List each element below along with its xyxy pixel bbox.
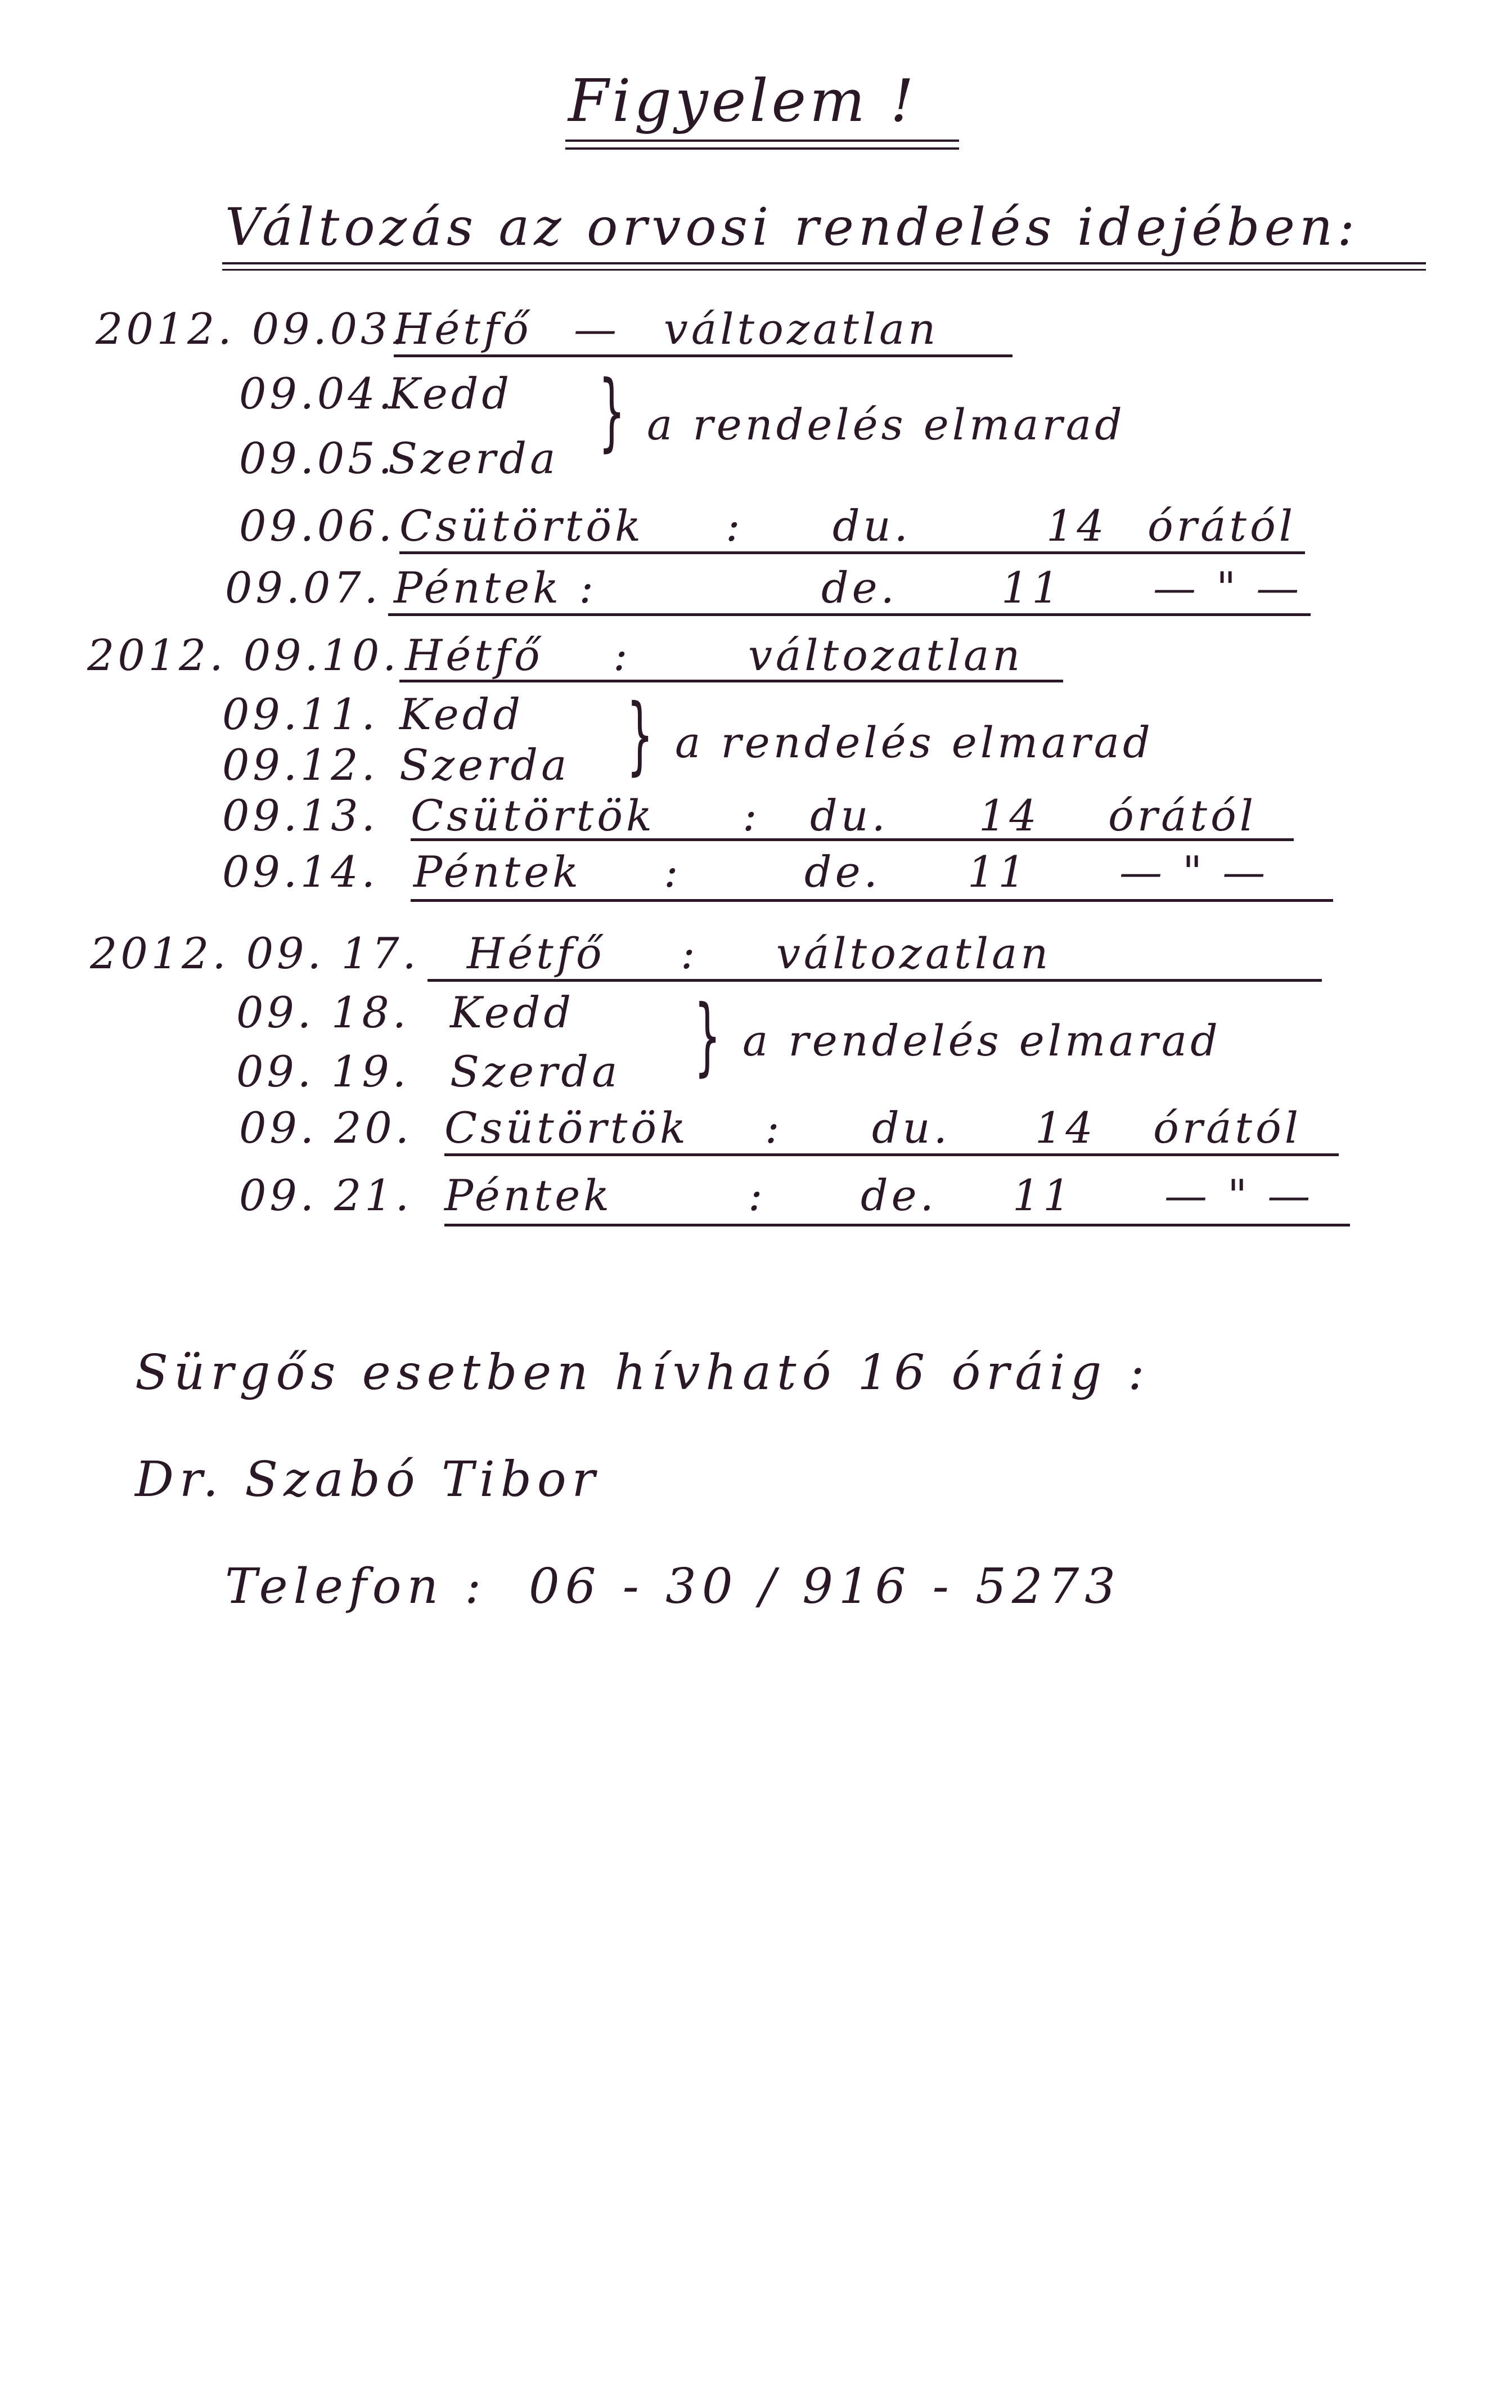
row-day: Szerda (388, 433, 559, 483)
row-date: 09.04. (239, 369, 395, 419)
page-title: Figyelem ! (568, 66, 917, 135)
row-sep: : (748, 1170, 766, 1220)
closing-brace: } (598, 363, 626, 461)
row-info: változatlan (776, 928, 1052, 978)
closing-brace: } (626, 686, 654, 784)
row-date: 2012. 09. 17. (90, 928, 420, 978)
row-info: de. (804, 847, 881, 897)
row-date: 2012. 09.10. (87, 630, 400, 680)
row-underline (394, 354, 1012, 357)
row-date: 09.12. (222, 740, 379, 790)
title-underline (565, 140, 959, 150)
row-hour: 11 (1001, 563, 1063, 613)
row-date: 09. 19. (236, 1046, 410, 1097)
row-suffix: — " — (1153, 563, 1303, 613)
row-date: 09.11. (222, 689, 379, 739)
row-date: 09. 18. (236, 987, 410, 1037)
row-hour: 14 (1035, 1103, 1096, 1153)
skipped-note: a rendelés elmarad (742, 1016, 1221, 1066)
row-day: Szerda (399, 740, 570, 790)
row-date: 09.14. (222, 847, 379, 897)
row-sep: : (664, 847, 682, 897)
row-underline (411, 899, 1333, 902)
row-day: Szerda (450, 1046, 621, 1097)
row-date: 09.13. (222, 790, 379, 841)
skipped-note: a rendelés elmarad (675, 717, 1154, 767)
row-day: Péntek (413, 847, 582, 897)
row-date: 09. 20. (239, 1103, 412, 1153)
row-day: Hétfő (405, 630, 543, 680)
row-sep: — (574, 304, 620, 354)
row-info: változatlan (664, 304, 939, 354)
row-day: Hétfő (467, 928, 605, 978)
row-sep: : (726, 501, 744, 551)
row-day: Hétfő (394, 304, 532, 354)
row-hour: 14 (1046, 501, 1108, 551)
row-info: de. (821, 563, 898, 613)
row-underline (399, 680, 1063, 682)
row-info: du. (832, 501, 911, 551)
row-date: 09.06. (239, 501, 395, 551)
row-suffix: órától (1108, 790, 1257, 841)
row-info: du. (810, 790, 889, 841)
urgent-note: Sürgős esetben hívható 16 óráig : (135, 1345, 1150, 1401)
row-day: Csütörtök (444, 1103, 690, 1153)
row-underline (444, 1153, 1339, 1156)
row-hour: 11 (968, 847, 1029, 897)
row-sep: : (613, 630, 631, 680)
row-underline (399, 551, 1305, 554)
row-day: Csütörtök (399, 501, 645, 551)
phone-label: Telefon : (225, 1558, 487, 1615)
row-day: Kedd (388, 369, 513, 419)
row-date: 09. 21. (239, 1170, 412, 1220)
phone-number: 06 - 30 / 916 - 5273 (529, 1558, 1121, 1615)
row-day: Kedd (450, 987, 575, 1037)
row-suffix: — " — (1119, 847, 1269, 897)
row-sep: : (681, 928, 699, 978)
row-hour: 11 (1012, 1170, 1074, 1220)
row-date: 09.07. (225, 563, 381, 613)
row-suffix: órától (1148, 501, 1296, 551)
row-suffix: órától (1153, 1103, 1302, 1153)
row-underline (444, 1224, 1350, 1227)
row-sep: : (765, 1103, 783, 1153)
row-day: Péntek (444, 1170, 613, 1220)
row-hour: 14 (979, 790, 1040, 841)
row-info: változatlan (748, 630, 1024, 680)
row-underline (411, 838, 1294, 841)
row-underline (428, 979, 1322, 982)
row-suffix: — " — (1164, 1170, 1314, 1220)
row-info: du. (872, 1103, 951, 1153)
closing-brace: } (694, 987, 721, 1085)
row-date: 2012. 09.03. (96, 304, 408, 354)
row-day: Péntek : (394, 563, 597, 613)
row-day: Kedd (399, 689, 524, 739)
page-subtitle: Változás az orvosi rendelés idejében: (225, 197, 1360, 257)
row-day: Csütörtök (411, 790, 656, 841)
skipped-note: a rendelés elmarad (647, 399, 1126, 450)
row-date: 09.05. (239, 433, 395, 483)
doctor-name: Dr. Szabó Tibor (135, 1452, 601, 1508)
row-underline (388, 613, 1311, 616)
subtitle-underline (222, 262, 1426, 271)
row-sep: : (742, 790, 760, 841)
row-info: de. (861, 1170, 937, 1220)
